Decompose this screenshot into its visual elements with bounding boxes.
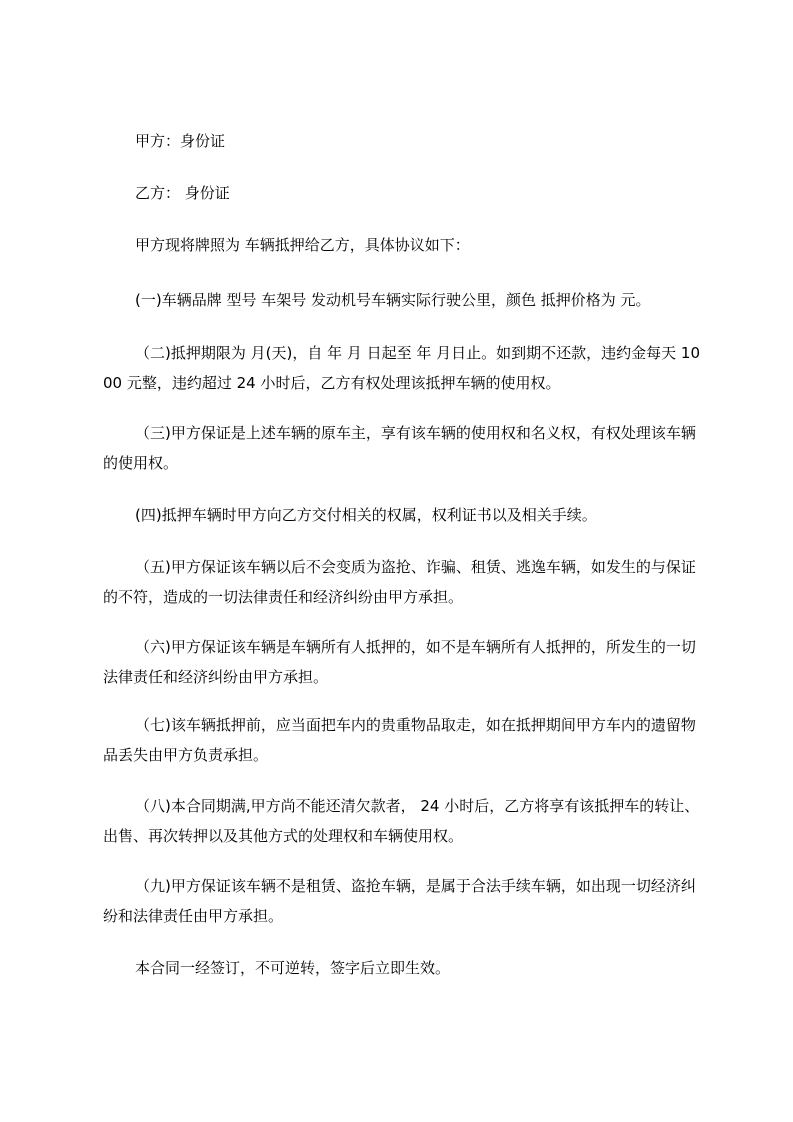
- clause-4: (四)抵押车辆时甲方向乙方交付相关的权属，权利证书以及相关手续。: [135, 506, 597, 524]
- clause-7: （七)该车辆抵押前，应当面把车内的贵重物品取走，如在抵押期间甲方车内的遗留物品丢失由甲方负责承担。: [103, 716, 696, 764]
- clause-5: （五)甲方保证该车辆以后不会变质为盗抢、诈骗、租赁、逃逸车辆，如发生的与保证的不符，造成的一切法律责任和经济纠纷由甲方承担。: [103, 558, 696, 606]
- closing-paragraph: 本合同一经签订，不可逆转，签字后立即生效。: [135, 959, 451, 977]
- clause-9: （九)甲方保证该车辆不是租赁、盗抢车辆，是属于合法手续车辆，如出现一切经济纠纷和法律责任由甲方承担。: [103, 877, 696, 925]
- clause-3: （三)甲方保证是上述车辆的原车主，享有该车辆的使用权和名义权，有权处理该车辆的使用权。: [103, 424, 696, 472]
- intro-paragraph: 甲方现将牌照为 车辆抵押给乙方，具体协议如下：: [135, 236, 470, 254]
- clause-8: （八)本合同期满,甲方尚不能还清欠款者， 24 小时后，乙方将享有该抵押车的转让、出售、再次转押以及其他方式的处理权和车辆使用权。: [103, 797, 700, 845]
- party-b-line: 乙方： 身份证: [135, 184, 230, 202]
- clause-1: (一)车辆品牌 型号 车架号 发动机号车辆实际行驶公里，颜色 抵押价格为 元。: [135, 291, 651, 309]
- party-a-line: 甲方：身份证: [135, 132, 226, 150]
- clause-6: （六)甲方保证该车辆是车辆所有人抵押的，如不是车辆所有人抵押的，所发生的一切法律责任和经济纠纷由甲方承担。: [103, 638, 696, 686]
- clause-2: （二)抵押期限为 月(天)，自 年 月 日起至 年 月日止。如到期不还款，违约金每天 1000 元整，违约超过 24 小时后，乙方有权处理该抵押车辆的使用权。: [103, 344, 701, 392]
